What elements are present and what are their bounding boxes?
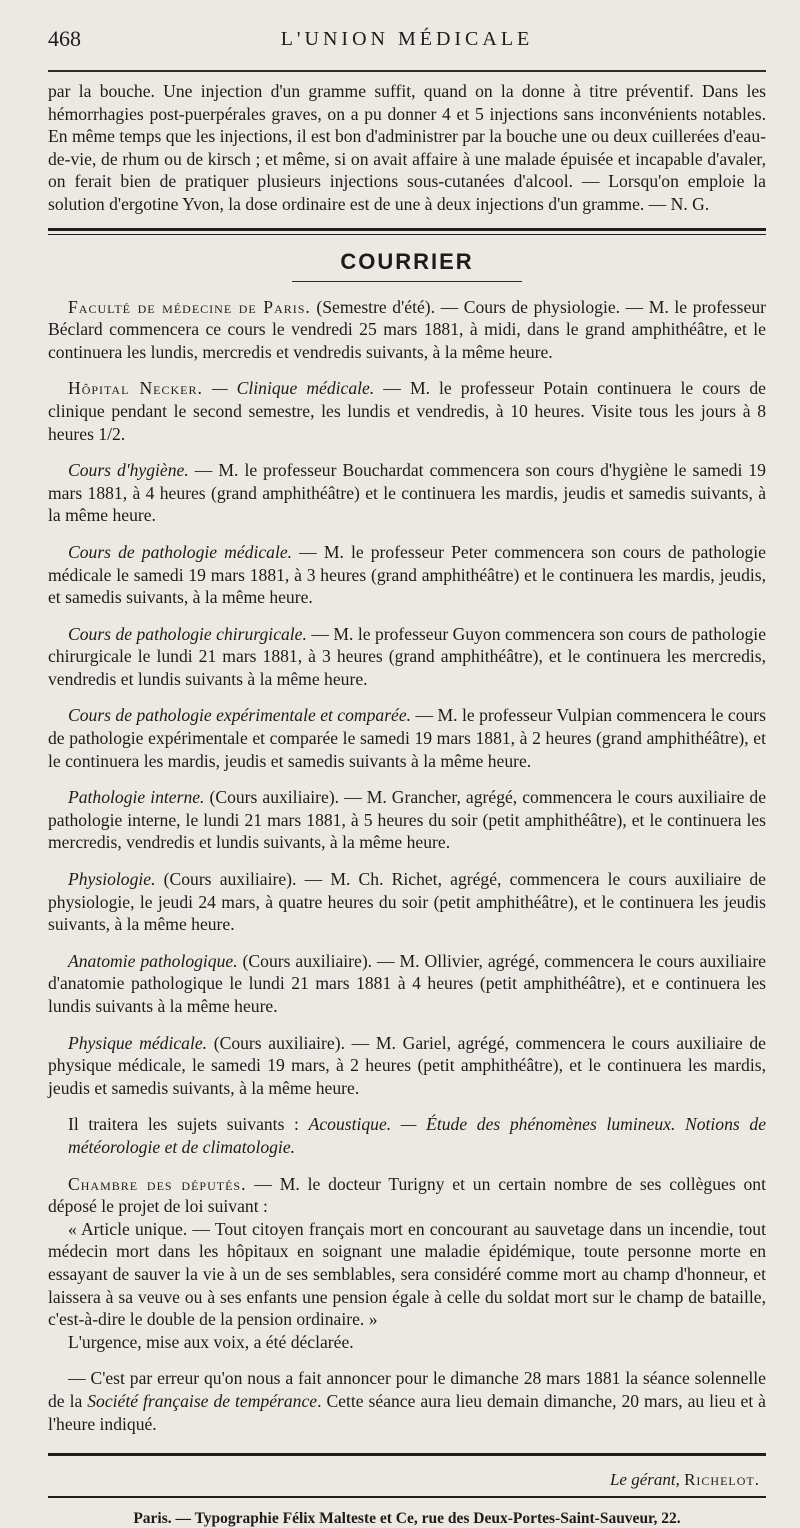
running-title: L'UNION MÉDICALE <box>280 28 534 50</box>
course-entry <box>48 541 766 609</box>
erratum-before: — C'est par erreur qu'on nous a fait annoncer pour le dimanche 28 mars 1881 la séance solennelle de la <box>48 1368 766 1411</box>
chambre-lead: Chambre des députés. <box>68 1173 247 1194</box>
intro-paragraph <box>48 80 766 216</box>
course-entry <box>48 868 766 936</box>
entry-text: — M. le professeur Bouchardat commencera son cours d'hygiène le samedi 19 mars 1881, à 4 heures (grand amphithéâtre) et le continuera les mardis, jeudis et samedis suivants, à la même heure. <box>48 460 766 526</box>
course-entry <box>48 459 766 527</box>
gerant-name: Richelot. <box>684 1470 760 1490</box>
course-entry <box>48 950 766 1018</box>
chambre-article: « Article unique. — Tout citoyen français mort en concourant au sauvetage dans un incendie, tout médecin mort dans les hôpitaux en soignant une maladie épidémique, toute personne morte en essayant de sauver la vie à un de ses semblables, sera considéré comme mort au champ d'honneur, et laissera à sa veuve ou à ses enfants une pension égale à celle du soldat mort sur le champ de bataille, c'est-à-dire le double de la pension ordinaire. » <box>48 1218 766 1330</box>
imprint: Paris. — Typographie Félix Malteste et Ce, rue des Deux-Portes-Saint-Sauveur, 22. <box>133 1510 681 1528</box>
course-entry <box>48 704 766 772</box>
entry-course-name: Physiologie. <box>68 869 156 890</box>
entries-list <box>48 296 766 1100</box>
entry-text: — M. le professeur Vulpian commencera le cours de pathologie expérimentale et comparée le samedi 19 mars 1881, à 2 heures (grand amphithéâtre), et le continuera les mardis, jeudis et samedis suivants à la même heure. <box>48 705 766 771</box>
entry-text: — M. le professeur Guyon commencera son cours de pathologie chirurgicale le lundi 21 mars 1881, à 3 heures (grand amphithéâtre), et le continuera les mercredis, vendredis et lundis suivants à la même heure. <box>48 623 767 689</box>
entry-course-name: Cours de pathologie chirurgicale. <box>68 623 307 644</box>
course-entry <box>48 786 766 854</box>
course-entry <box>48 377 766 445</box>
entry-course-name: Pathologie interne. <box>68 787 205 808</box>
course-entry <box>48 1032 766 1100</box>
footer-rule <box>48 1453 766 1456</box>
intro-text: par la bouche. Une injection d'un gramme suffit, quand on la donne à titre préventif. Dans les hémorrhagies post-puerpérales graves, on a pu donner 4 et 5 injections sans inconvénients notables. En même temps que les injections, il est bon d'administrer par la bouche une ou deux cuillerées d'eau-de-vie, de rhum ou de kirsch ; et même, si on avait affaire à une malade épuisée et incapable d'avaler, on ferait bien de pratiquer plusieurs injections sous-cutanées d'alcool. — Lorsqu'on emploie la solution d'ergotine Yvon, la dose ordinaire est de une à deux injections d'un gramme. — N. G. <box>48 81 766 214</box>
entry-course-name: Cours de pathologie médicale. <box>68 541 293 562</box>
chambre-urgence: L'urgence, mise aux voix, a été déclarée. <box>68 1331 354 1352</box>
entry-course-name: Physique médicale. <box>68 1032 208 1053</box>
entry-text: (Cours auxiliaire). — M. Gariel, agrégé, commencera le cours auxiliaire de physique médicale, le samedi 19 mars, à 2 heures (petit amphithéâtre), et le continuera les mardis, jeudis et samedis suivants, à la même heure. <box>48 1032 766 1098</box>
footer-rule-2 <box>48 1496 766 1498</box>
course-entry <box>48 623 766 691</box>
page-number: 468 <box>48 26 81 51</box>
entry-text: (Cours auxiliaire). — M. Grancher, agrégé, commencera le cours auxiliaire de pathologie interne, le lundi 21 mars 1881, à 5 heures du soir (petit amphithéâtre), et le continuera les mercredis, vendredis et lundis suivants, à la même heure. <box>48 787 766 853</box>
entry-lead: Hôpital Necker. <box>68 378 203 399</box>
chambre-text: — M. le docteur Turigny et un certain nombre de ses collègues ont déposé le projet de loi suivant : <box>48 1173 766 1217</box>
entry-lead: Faculté de médecine de Paris. <box>68 296 311 317</box>
subjects-text: Il traitera les sujets suivants : <box>68 1114 309 1135</box>
entry-text: — M. le professeur Peter commencera son cours de pathologie médicale le samedi 19 mars 1881, à 3 heures (grand amphithéâtre) et le continuera les mardis, jeudis, et samedis suivants, à la même heure. <box>48 541 766 608</box>
erratum-after: . Cette séance aura lieu demain dimanche, 20 mars, au lieu et à l'heure indiqué. <box>48 1390 766 1434</box>
entry-course-name: Anatomie pathologique. <box>68 950 238 971</box>
page-header <box>48 0 766 64</box>
entry-text: (Cours auxiliaire). — M. Ollivier, agrégé, commencera le cours auxiliaire d'anatomie pathologique le lundi 21 mars 1881 à 4 heures (petit amphithéâtre), et e continuera les lundis suivants à la même heure. <box>48 950 766 1016</box>
section-title: COURRIER <box>340 248 474 274</box>
gerant-signature <box>48 1470 766 1490</box>
chambre-entry <box>48 1173 766 1354</box>
erratum-society: Société française de tempérance <box>87 1390 318 1411</box>
entry-text: (Semestre d'été). — Cours de physiologie. — M. le professeur Béclard commencera ce cours le vendredi 25 mars 1881, à midi, dans le grand amphithéâtre, et le continuera les lundis, mercredis et vendredis suivants, à la même heure. <box>48 296 766 362</box>
entry-course-name: Cours d'hygiène. <box>68 460 189 481</box>
gerant-label: Le gérant, <box>609 1470 680 1490</box>
header-rule <box>48 70 766 72</box>
title-rule <box>292 281 522 282</box>
erratum-entry <box>48 1367 766 1435</box>
subjects-topics: Acoustique. — Étude des phénomènes lumineux. Notions de météorologie et de climatologie. <box>68 1114 766 1157</box>
course-entry <box>48 296 766 364</box>
entry-course-name: Cours de pathologie expérimentale et comparée. <box>68 705 412 726</box>
section-double-rule <box>48 228 766 235</box>
entry-text: (Cours auxiliaire). — M. Ch. Richet, agrégé, commencera le cours auxiliaire de physiologie, le jeudi 24 mars, à quatre heures du soir (petit amphithéâtre), et le continuera les jeudis suivants, à la même heure. <box>48 869 766 935</box>
entry-course-name: — Clinique médicale. <box>202 378 375 399</box>
entry-text: — M. le professeur Potain continuera le cours de clinique pendant le second semestre, les lundis et vendredis, à 10 heures. Visite tous les jours à 8 heures 1/2. <box>48 378 766 444</box>
subjects-entry <box>48 1113 766 1158</box>
